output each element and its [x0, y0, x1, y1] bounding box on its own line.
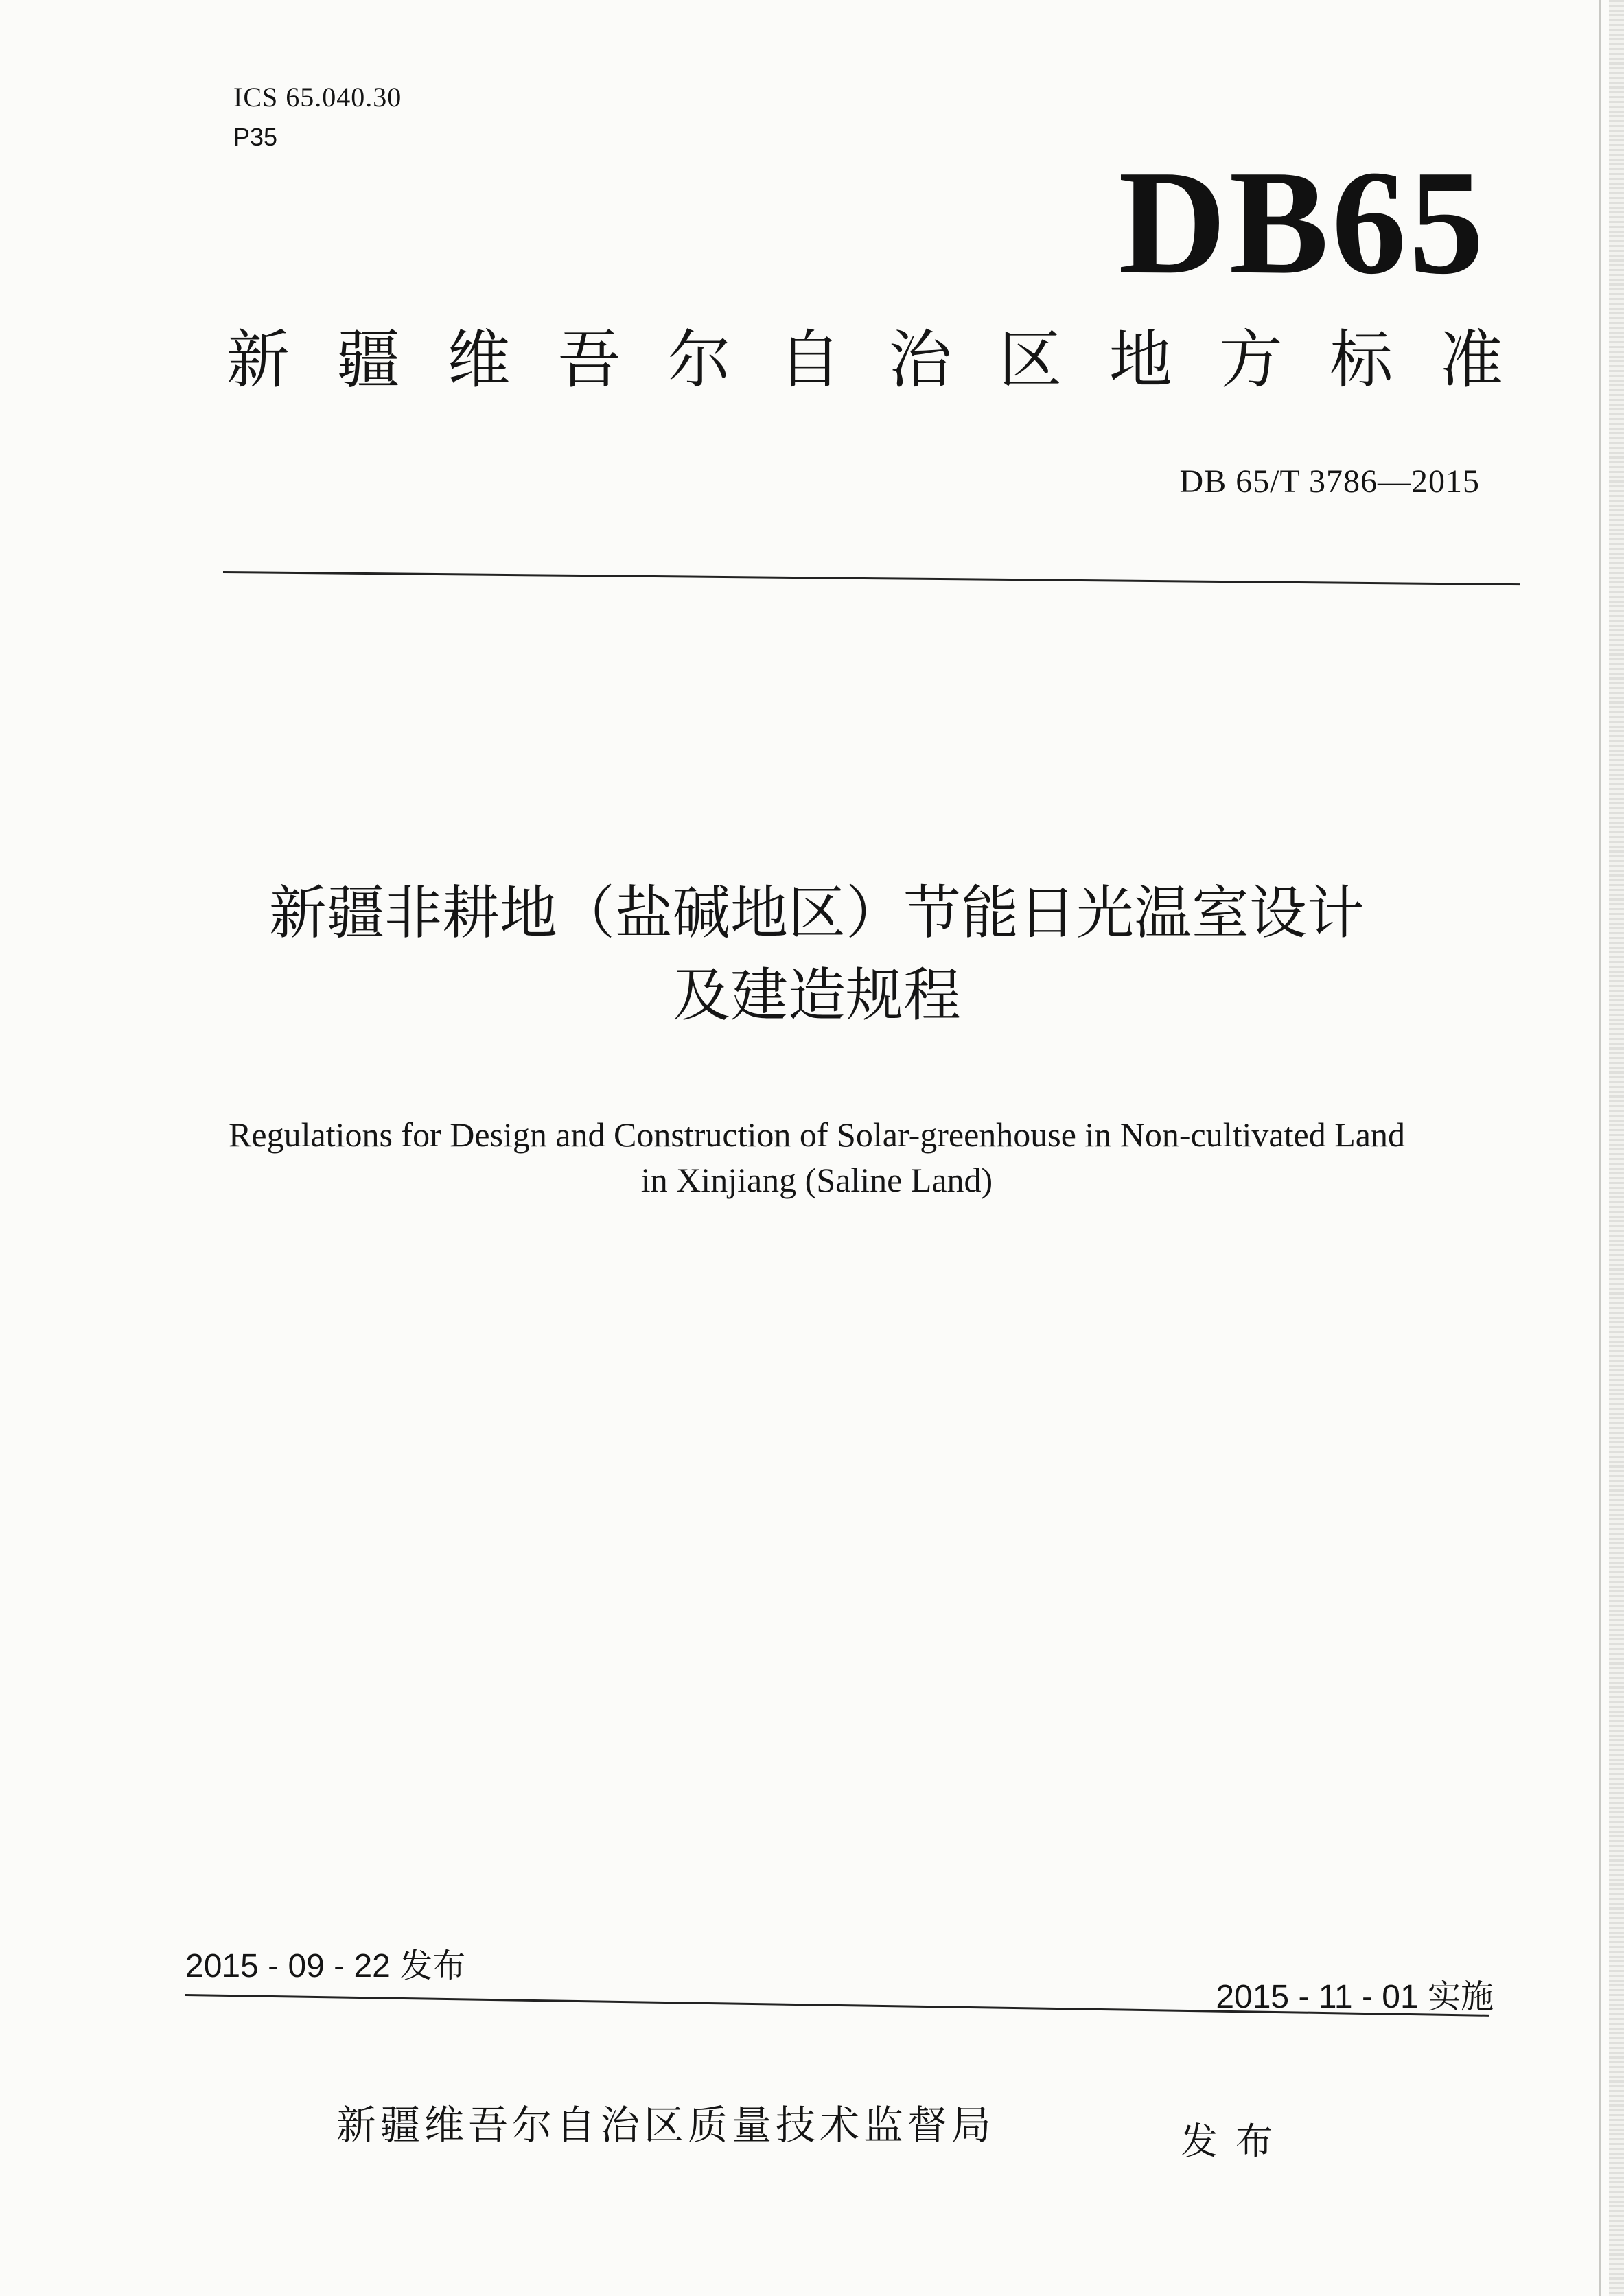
ics-code: ICS 65.040.30 [233, 82, 402, 113]
title-char: 维 [447, 323, 511, 397]
title-char: 疆 [336, 323, 400, 397]
header-divider [223, 571, 1520, 585]
effective-date: 2015 - 11 - 01 实施 [1216, 1979, 1494, 2015]
title-char: 尔 [667, 323, 731, 397]
issue-label: 发布 [1181, 2120, 1290, 2163]
issue-date: 2015 - 09 - 22 发布 [185, 1948, 466, 1984]
classification-code: P35 [233, 123, 278, 151]
chinese-title-line-2: 及建造规程 [672, 962, 961, 1029]
chinese-title [165, 872, 1469, 1036]
standard-category-title [227, 323, 1503, 398]
title-char: 自 [778, 323, 842, 397]
issuing-authority: 新疆维吾尔自治区质量技术监督局 [336, 2102, 996, 2148]
title-char: 准 [1439, 323, 1503, 397]
title-char: 治 [888, 323, 952, 397]
title-char: 方 [1219, 323, 1283, 397]
scan-edge-line [1599, 0, 1601, 2296]
english-title-line-2: in Xinjiang (Saline Land) [640, 1161, 993, 1199]
title-char: 标 [1330, 323, 1393, 397]
standard-logo: DB65 [1118, 140, 1487, 305]
english-title-line-1: Regulations for Design and Construction of Solar-greenhouse in Non-cultivated Land [229, 1115, 1405, 1154]
title-char: 地 [1109, 323, 1172, 397]
title-char: 新 [227, 323, 290, 397]
scan-edge-artifact [1609, 0, 1624, 2296]
title-char: 吾 [557, 323, 621, 397]
document-number: DB 65/T 3786—2015 [1179, 463, 1480, 500]
chinese-title-line-1: 新疆非耕地（盐碱地区）节能日光温室设计 [268, 879, 1365, 947]
english-title [165, 1112, 1469, 1203]
title-char: 区 [999, 323, 1063, 397]
